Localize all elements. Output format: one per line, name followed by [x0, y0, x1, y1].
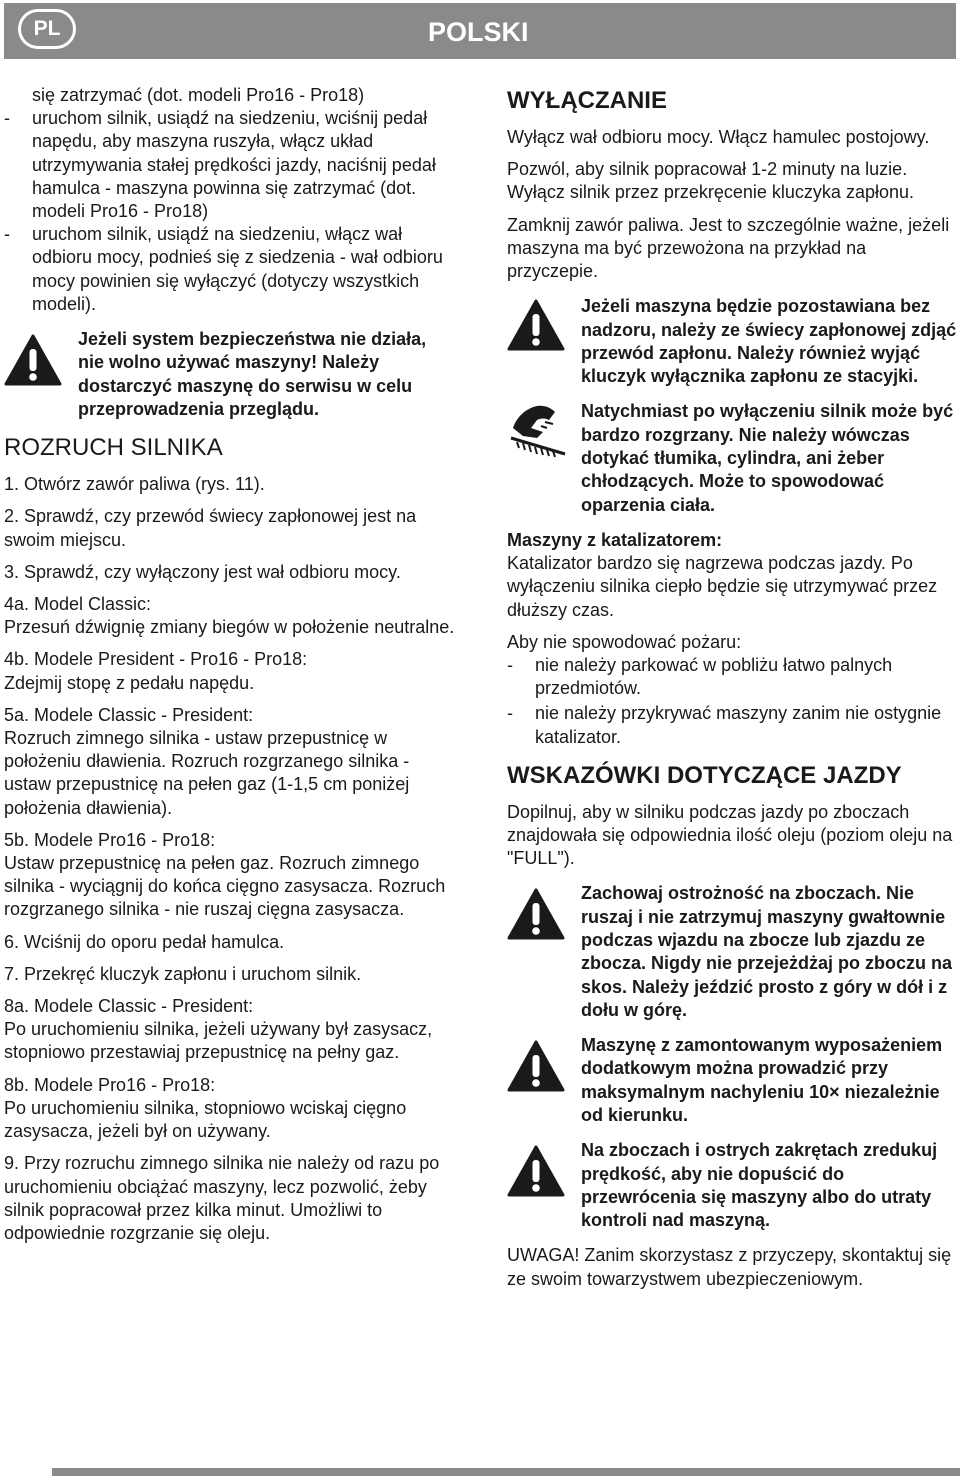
warning-text: Maszynę z zamontowanym wyposażeniem dodatkowym można prowadzić przy maksymalnym nachyleniu 10× niezależnie od kierunku.: [581, 1035, 943, 1125]
driving-text: Dopilnuj, aby w silniku podczas jazdy po zboczach znajdowała się odpowiednia ilość oleju (poziom oleju na "FULL").: [507, 801, 953, 869]
step-item: 6. Wciśnij do oporu pedał hamulca.: [4, 931, 285, 952]
warning-text: Natychmiast po wyłączeniu silnik może być bardzo rozgrzany. Nie należy wówczas dotykać tłumika, cylindra, ani żeber chłodzących. Może to spowodować oparzenia ciała.: [581, 401, 954, 515]
section-heading-driving: WSKAZÓWKI DOTYCZĄCE JAZDY: [507, 761, 902, 789]
fire-intro: Aby nie spowodować pożaru:: [507, 631, 742, 652]
language-title: POLSKI: [428, 17, 529, 47]
section-heading-shutdown: WYŁĄCZANIE: [507, 87, 667, 114]
hot-surface-hand-icon: [507, 398, 569, 458]
slope-warning: [507, 882, 957, 1022]
hot-surface-warning: [507, 400, 957, 516]
step-item: 3. Sprawdź, czy wyłączony jest wał odbioru mocy.: [4, 561, 401, 582]
step-item: 9. Przy rozruchu zimnego silnika nie należy od razu po uruchomieniu obciążać maszyny, lecz pozwolić, żeby silnik popracował przez kilka minut. Umożliwi to odpowiednie rozgrzanie się oleju.: [4, 1153, 440, 1243]
step-item: 5b. Modele Pro16 - Pro18: Ustaw przepustnicę na pełen gaz. Rozruch zimnego silnika - wyciągnij do końca cięgno zasysacza. Rozruch rozgrzanego silnika - nie ruszaj cięgna zasysacza.: [4, 829, 446, 920]
fire-bullet-text: nie należy parkować w pobliżu łatwo palnych przedmiotów.: [535, 654, 893, 699]
step-item: 4a. Model Classic: Przesuń dźwignię zmiany biegów w położenie neutralne.: [4, 594, 455, 638]
speed-warning: [507, 1139, 957, 1232]
heading-text: ROZRUCH SILNIKA: [4, 434, 223, 462]
step-item: 5a. Modele Classic - President: Rozruch zimnego silnika - ustaw przepustnicę w położeniu dławienia. Rozruch rozgrzanego silnika - ustaw przepustnicę na pełen gaz (1-1,5 cm poniżej położenia dławienia).: [4, 704, 410, 818]
dash-marker: -: [4, 108, 10, 129]
warning-text: Zachowaj ostrożność na zboczach. Nie ruszaj i nie zatrzymuj maszyny gwałtownie podczas wjazdu na zbocze lub zjazdu ze zbocza. Nigdy nie przejeżdżaj po zboczu na skos. Należy jeździć prosto z góry w dół i z dołu w górę.: [581, 883, 953, 1020]
step-item: 7. Przekręć kluczyk zapłonu i uruchom silnik.: [4, 963, 362, 984]
fire-bullet: [507, 702, 957, 748]
warning-text: Jeżeli maszyna będzie pozostawiana bez nadzoru, należy ze świecy zapłonowej zdjąć przewód zapłonu. Należy również wyjąć kluczyk wyłącznika zapłonu ze stacyjki.: [581, 296, 957, 387]
step-item: 1. Otwórz zawór paliwa (rys. 11).: [4, 474, 265, 495]
paragraph: Pozwól, aby silnik popracował 1-2 minuty na luzie. Wyłącz silnik przez przekręcenie kluczyka zapłonu.: [507, 159, 914, 203]
start-steps: [4, 473, 456, 1245]
step-item: 8a. Modele Classic - President: Po uruchomieniu silnika, jeżeli używany był zasysacz, stopniowo przestawiaj przepustnicę na pełny gaz.: [4, 996, 433, 1063]
right-column: [507, 84, 957, 1300]
step-item: 8b. Modele Pro16 - Pro18: Po uruchomieniu silnika, stopniowo wciskaj cięgno zasysacza, jeżeli był on używany.: [4, 1074, 407, 1142]
ignition-warning: [507, 295, 957, 388]
safety-warning: [4, 328, 456, 421]
warning-text: Na zboczach i ostrych zakrętach zredukuj prędkość, aby nie dopuścić do przewrócenia się maszyny albo do utraty kontroli nad maszyną.: [581, 1140, 938, 1231]
intro-item: [4, 223, 456, 316]
dash-marker: -: [507, 703, 513, 724]
insurance-note: UWAGA! Zanim skorzystasz z przyczepy, skontaktuj się ze swoim towarzystwem ubezpieczeniowym.: [507, 1245, 952, 1289]
warning-triangle-icon: [507, 888, 565, 940]
step-item: 4b. Modele President - Pro16 - Pro18: Zdejmij stopę z pedału napędu.: [4, 649, 308, 693]
left-column: [4, 84, 456, 1254]
step-item: 2. Sprawdź, czy przewód świecy zapłonowej jest na swoim miejscu.: [4, 506, 417, 550]
catalyst-text: Katalizator bardzo się nagrzewa podczas jazdy. Po wyłączeniu silnika ciepło będzie się utrzymywać przez dłuższy czas.: [507, 553, 938, 620]
intro-item-text: uruchom silnik, usiądź na siedzeniu, wciśnij pedał napędu, aby maszyna ruszyła, włącz układ utrzymywania stałej prędkości jazdy, naciśnij pedał hamulca - maszyna powinna się zatrzymać (dot. modeli Pro16 - Pro18): [32, 108, 436, 222]
attachment-warning: [507, 1034, 957, 1127]
intro-item-text: uruchom silnik, usiądź na siedzeniu, włącz wał odbioru mocy, podnieś się z siedzenia - wał odbioru mocy powinien się wyłączyć (dotyczy wszystkich modeli).: [32, 224, 443, 314]
warning-text: Jeżeli system bezpieczeństwa nie działa, nie wolno używać maszyny! Należy dostarczyć maszynę do serwisu w celu przeprowadzenia przeglądu.: [78, 329, 427, 419]
footer-rule: [52, 1468, 960, 1476]
fire-bullet: [507, 654, 957, 700]
fire-bullet-text: nie należy przykrywać maszyny zanim nie ostygnie katalizator.: [535, 703, 942, 747]
warning-triangle-icon: [4, 334, 62, 386]
warning-triangle-icon: [507, 299, 565, 351]
warning-triangle-icon: [507, 1145, 565, 1197]
catalyst-title: Maszyny z katalizatorem:: [507, 529, 723, 550]
intro-item: [4, 107, 456, 223]
dash-marker: -: [507, 654, 513, 675]
dash-marker: -: [4, 224, 10, 245]
section-heading-start-engine: [4, 433, 456, 463]
intro-line: się zatrzymać (dot. modeli Pro16 - Pro18): [32, 85, 365, 105]
page-header: [4, 3, 956, 59]
warning-triangle-icon: [507, 1040, 565, 1092]
language-badge: PL: [18, 9, 76, 49]
paragraph: Zamknij zawór paliwa. Jest to szczególnie ważne, jeżeli maszyna ma być przewożona na przykład na przyczepie.: [507, 214, 950, 282]
paragraph: Wyłącz wał odbioru mocy. Włącz hamulec postojowy.: [507, 127, 930, 147]
